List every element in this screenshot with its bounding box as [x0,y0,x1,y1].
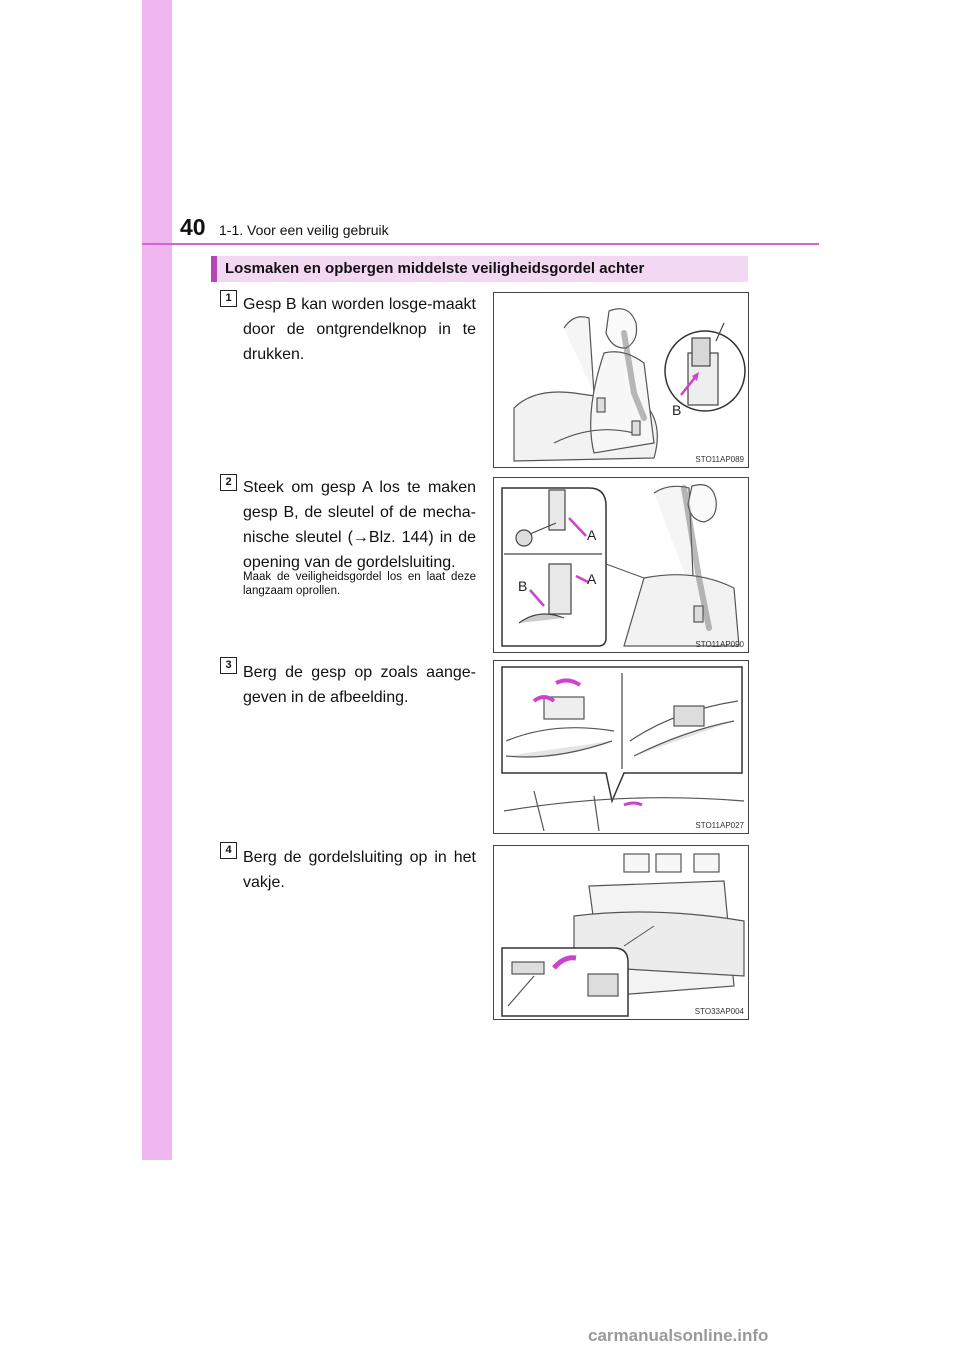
figure-code-4: STO33AP004 [694,1007,744,1016]
figure-code-2: STO11AP090 [695,640,744,649]
step-number-3: 3 [220,657,237,674]
illustration-release-buckle [494,293,749,468]
section-header [211,256,748,282]
step-text-1: Gesp B kan worden losge-maakt door de ontgrendelknop in te drukken. [243,296,476,363]
label-a-bottom: A [587,571,597,587]
step-number-1: 1 [220,290,237,307]
label-b: B [518,578,528,594]
illustration-stow-buckle [494,846,749,1020]
step-text-3: Berg de gesp op zoals aange-geven in de afbeelding. [243,664,476,706]
figure-code-1: STO11AP089 [695,455,744,464]
label-b: B [672,402,682,418]
page-number: 40 [180,214,206,240]
step-number-4: 4 [220,842,237,859]
figure-step-1 [493,292,749,468]
step-text-4: Berg de gordelsluiting op in het vakje. [243,849,476,891]
section-accent [211,256,217,282]
section-title: Losmaken en opbergen middelste veiligheidsgordel achter [225,260,645,277]
step-text-2: Steek om gesp A los te maken gesp B, de sleutel of de mecha-nische sleutel (→Blz. 144) in de opening van de gordelsluiting. [243,479,476,571]
step-note-2: Maak de veiligheidsgordel los en laat deze langzaam oprollen. [243,571,476,597]
figure-step-4 [493,845,749,1020]
figure-step-2 [493,477,749,653]
figure-code-3: STO11AP027 [695,821,744,830]
chapter-title: 1-1. Voor een veilig gebruik [219,222,389,238]
label-a-top: A [587,527,597,543]
figure-step-3 [493,660,749,834]
step-number-2: 2 [220,474,237,491]
illustration-unlatch-buckle [494,478,749,653]
watermark: carmanualsonline.info [588,1326,769,1345]
header-rule [142,243,819,245]
side-band [142,0,172,1160]
illustration-stow-tongue [494,661,749,834]
